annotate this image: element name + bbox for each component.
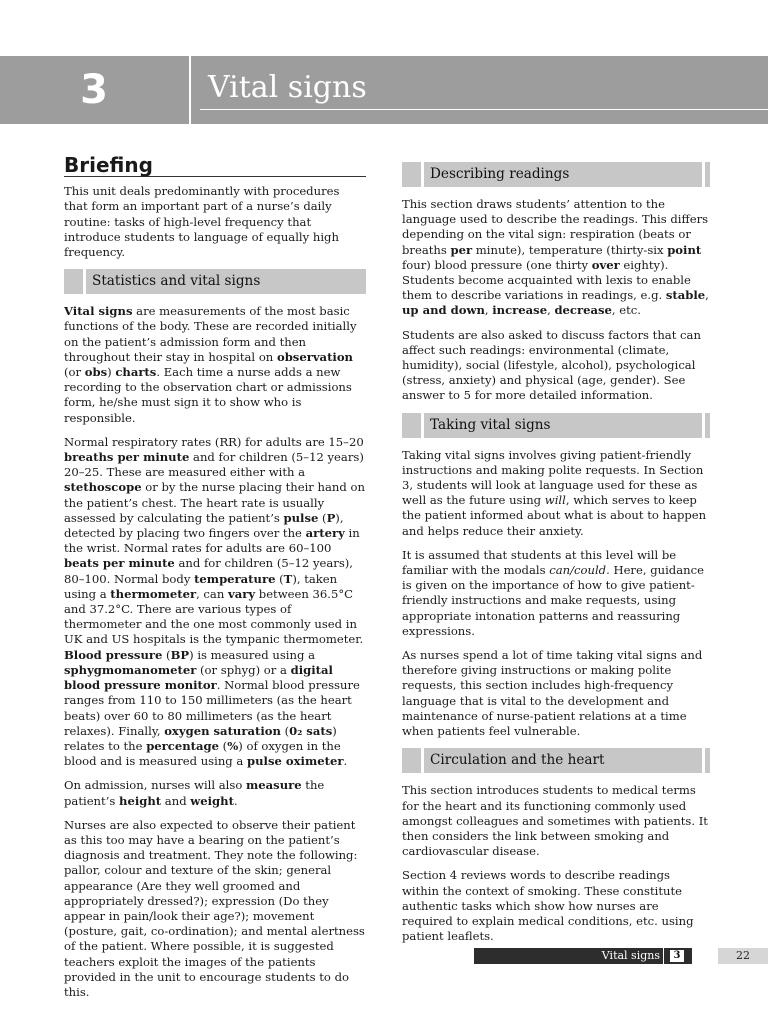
section-heading-label: Circulation and the heart [424, 748, 702, 773]
footer-chapter-number: 3 [670, 950, 684, 962]
paragraph-section4: Section 4 reviews words to describe readings within the context of smoking. These constitute authentic tasks which show how nurses are required to explain medical conditions, etc. using patient leaflets. [402, 868, 694, 944]
section-heading-circulation [402, 748, 710, 773]
paragraph-taking: Taking vital signs involves giving patient-friendly instructions and making polite requests. In Section 3, students will look at language used for these as well as the future using will, which serves to keep the patient informed about what is about to happen and helps reduce their anxiety. [402, 447, 707, 538]
paragraph-admission: On admission, nurses will also measure the patient’s height and weight. [64, 778, 325, 808]
header-rule [200, 109, 768, 110]
footer-divider [663, 948, 664, 964]
paragraph-modals: It is assumed that students at this level will be familiar with the modals can/could. Here, guidance is given on the importance of how to give patient-friendly instructions and make requests, using appropriate intonation patterns and reassuring expressions. [402, 547, 704, 638]
section-heading-statistics [64, 269, 366, 294]
section-heading-taking [402, 413, 710, 438]
paragraph-vital-signs: Vital signs are measurements of the most basic functions of the body. These are recorded initially on the patient’s admission form and then throughout their stay in hospital on observation (or obs) charts. Each time a nurse adds a new recording to the observation chart or admissions form, he/she must sign it to show who is responsible. [64, 304, 357, 425]
briefing-text: This unit deals predominantly with procedures that form an important part of a nurse’s daily routine: tasks of high-level frequency that introduce students to language of equally high frequency. [64, 184, 340, 260]
running-title: Vital signs [601, 949, 660, 962]
left-column [64, 153, 366, 1009]
paragraph-observation: Nurses are also expected to observe their patient as this too may have a bearing on the patient’s diagnosis and treatment. They note the following: pallor, colour and texture of the skin; general appearance (Are they well groomed and appropriately dressed?); expression (Do they appear in pain/look their age?); movement (posture, gait, co-ordination); and mental alertness of the patient. Where possible, it is suggested teachers exploit the images of the patients provided in the unit to encourage students to do this. [64, 817, 365, 999]
paragraph-describing: This section draws students’ attention to the language used to describe the readings. This differs depending on the vital sign: respiration (beats or breaths per minute), temperature (thirty-six point four) blood pressure (one thirty over eighty). Students become acquainted with lexis to enable them to describe variations in readings, e.g. stable, up and down, increase, decrease, etc. [402, 197, 709, 318]
header-divider [189, 56, 191, 124]
section-heading-label: Describing readings [424, 162, 702, 187]
chapter-number: 3 [80, 67, 108, 113]
right-column [402, 160, 710, 953]
briefing-heading: Briefing [64, 158, 366, 177]
chapter-header [0, 56, 768, 124]
section-heading-label: Taking vital signs [424, 413, 702, 438]
paragraph-normal-rates: Normal respiratory rates (RR) for adults are 15–20 breaths per minute and for children (5–12 years) 20–25. These are measured either with a stethoscope or by the nurse placing their hand on the patient’s chest. The heart rate is usually assessed by calculating the patient’s pulse (P), detected by placing two fingers over the artery in the wrist. Normal rates for adults are 60–100 beats per minute and for children (5–12 years), 80–100. Normal body temperature (T), taken using a thermometer, can vary between 36.5°C and 37.2°C. There are various types of thermometer and the one most commonly used in UK and US hospitals is the tympanic thermometer. Blood pressure (BP) is measured using a sphygmomanometer (or sphyg) or a digital blood pressure monitor. Normal blood pressure ranges from 110 to 150 millimeters (as the heart beats) over 60 to 80 millimeters (as the heart relaxes). Finally, oxygen saturation (0₂ sats) relates to the percentage (%) of oxygen in the blood and is measured using a pulse oximeter. [64, 434, 365, 769]
section-heading-label: Statistics and vital signs [86, 269, 366, 294]
footer-bar [474, 948, 692, 964]
paragraph-factors: Students are also asked to discuss factors that can affect such readings: environmental (climate, humidity), social (lifestyle, alcohol), psychological (stress, anxiety) and physical (age, gender). See answer to 5 for more detailed information. [402, 327, 701, 403]
page-number: 22 [718, 948, 768, 964]
chapter-title: Vital signs [208, 70, 367, 105]
paragraph-circulation: This section introduces students to medical terms for the heart and its functioning commonly used amongst colleagues and sometimes with patients. It then considers the link between smoking and cardiovascular disease. [402, 783, 708, 859]
paragraph-nurses: As nurses spend a lot of time taking vital signs and therefore giving instructions or making polite requests, this section includes high-frequency language that is vital to the development and maintenance of nurse-patient relations at a time when patients feel vulnerable. [402, 648, 703, 739]
section-heading-describing [402, 162, 710, 187]
